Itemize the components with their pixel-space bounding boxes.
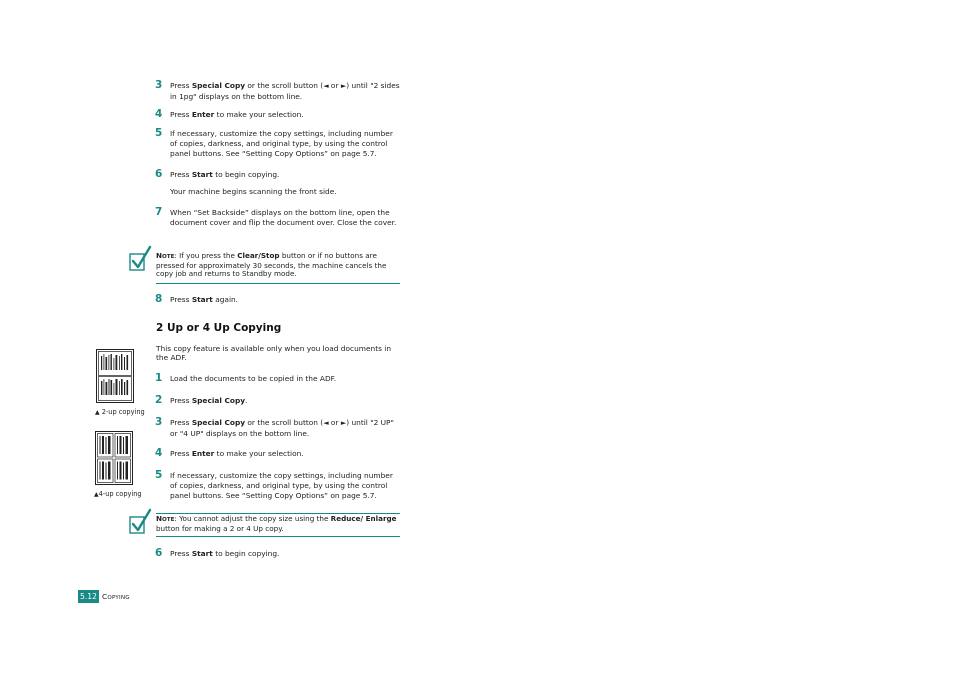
step-text: Press Start to begin copying. xyxy=(170,170,280,179)
step-number: 2 xyxy=(155,394,163,406)
step-number: 1 xyxy=(155,372,163,384)
note-text: NOTE: If you press the Clear/Stop button or if no buttons are pressed for approximately 30 seconds, the machine cancels the copy job and returns to Standby mode. xyxy=(156,251,387,279)
note-divider xyxy=(156,283,400,284)
step-number: 4 xyxy=(155,108,163,120)
step-text: Press Special Copy. xyxy=(170,396,248,405)
step-text: Press Enter to make your selection. xyxy=(170,449,304,458)
arrow-right-icon: ► xyxy=(340,82,347,90)
step-text: When “Set Backside” displays on the bottom line, open the document cover and flip the document over. Close the cover. xyxy=(170,208,397,227)
triangle-up-icon: ▲ xyxy=(94,491,99,498)
step-text: If necessary, customize the copy settings, including number of copies, darkness, and original type, by using the control panel buttons. See “Setting Copy Options” on page 5.7. xyxy=(170,129,393,158)
triangle-up-icon: ▲ xyxy=(95,409,100,416)
chapter-title: COPYING xyxy=(102,592,130,601)
step-number: 8 xyxy=(155,293,163,305)
step-number: 3 xyxy=(155,416,163,428)
note-checkmark-icon xyxy=(128,245,152,273)
figure-caption: ▲ 2-up copying xyxy=(95,408,145,416)
arrow-left-icon: ◄ xyxy=(323,419,329,427)
note-label: NOTE xyxy=(156,514,175,523)
step-number: 4 xyxy=(155,447,163,459)
step-number: 6 xyxy=(155,168,163,180)
step-number: 3 xyxy=(155,79,163,91)
note-label: NOTE xyxy=(156,251,175,260)
step-text: Load the documents to be copied in the ADF. xyxy=(170,374,337,383)
two-up-illustration xyxy=(96,349,134,403)
page-number: 5.12 xyxy=(78,590,99,603)
step-text: Press Start again. xyxy=(170,295,239,304)
step-number: 6 xyxy=(155,547,163,559)
arrow-left-icon: ◄ xyxy=(323,82,329,90)
arrow-right-icon: ► xyxy=(340,419,347,427)
step-text: Press Special Copy or the scroll button (◄ or ►) until "2 sides in 1pg" displays on the bottom line. xyxy=(170,81,400,101)
step-number: 7 xyxy=(155,206,163,218)
step-text: Press Enter to make your selection. xyxy=(170,110,304,119)
step-number: 5 xyxy=(155,469,163,481)
step-number: 5 xyxy=(155,127,163,139)
section-heading: 2 Up or 4 Up Copying xyxy=(156,322,282,334)
figure-caption: ▲4-up copying xyxy=(94,490,142,498)
step-text: Press Start to begin copying. xyxy=(170,549,280,558)
four-up-illustration xyxy=(95,431,133,485)
note-checkmark-icon xyxy=(128,508,152,536)
step-text: If necessary, customize the copy settings, including number of copies, darkness, and original type, by using the control panel buttons. See “Setting Copy Options” on page 5.7. xyxy=(170,471,393,500)
step-followup: Your machine begins scanning the front side. xyxy=(170,187,337,196)
step-text: Press Special Copy or the scroll button (◄ or ►) until "2 UP" or "4 UP" displays on the bottom line. xyxy=(170,418,394,438)
section-intro: This copy feature is available only when you load documents in the ADF. xyxy=(156,344,392,362)
note-divider xyxy=(156,536,400,537)
note-text: NOTE: You cannot adjust the copy size using the Reduce/ Enlarge button for making a 2 or 4 Up copy. xyxy=(156,514,397,533)
